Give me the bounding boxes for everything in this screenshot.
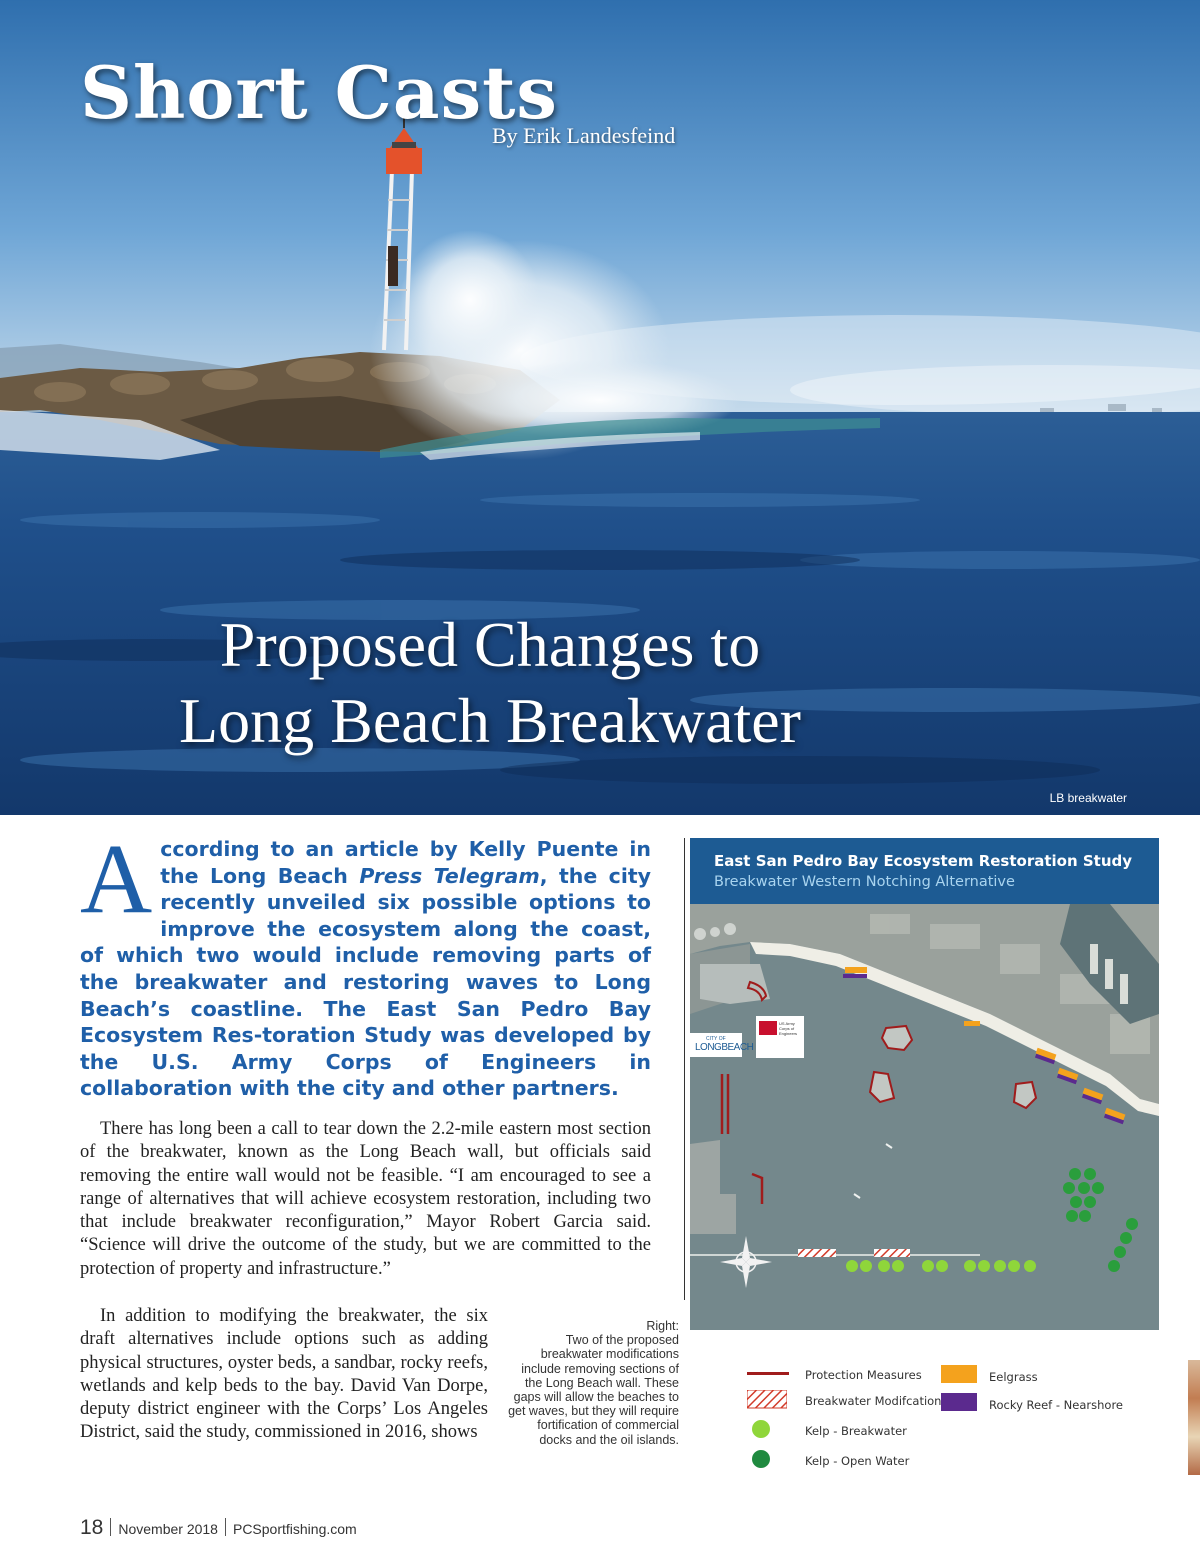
photo-credit: LB breakwater [1049, 791, 1127, 805]
body-paragraph-1: There has long been a call to tear down the 2.2-mile eastern most section of the breakwater, known as the Long Beach wall, but officials said removing the entire wall would not be feasible. “I am encouraged to see a range of alternatives that will achieve ecosystem restoration, including two that include breakwater reconfiguration,” Mayor Robert Garcia said. “Science will drive the outcome of the study, but we are committed to the protection of property and infrastructure.” [80, 1119, 651, 1279]
map-title: East San Pedro Bay Ecosystem Restoration Study [714, 852, 1133, 870]
lede-text-2: , the city recently unveiled six possible options to improve the ecosystem along the coast, of which two would include removing parts of the breakwater and restoring waves to Long Beach’s coastline. The East San Pedro Bay Ecosystem Res-toration Study was developed by the U.S. Army Corps of Engineers in collaboration with the city and other partners. [80, 863, 652, 1101]
footer-divider [225, 1518, 226, 1536]
map-header [690, 838, 1159, 904]
article-headline [80, 607, 900, 759]
body-paragraph-2: In addition to modifying the breakwater, the six draft alternatives include options such as adding physical structures, oyster beds, a sandbar, rocky reefs, wetlands and kelp beds to the bay. David Van Dorpe, deputy district engineer with the Corps’ Los Angeles District, said the study, commissioned in 2016, shows [80, 1306, 488, 1443]
caption-lead: Right: [646, 1319, 679, 1333]
website: PCSportfishing.com [232, 1521, 357, 1537]
section-title: Short Casts [80, 50, 558, 135]
figure-caption [505, 1319, 679, 1447]
adjacent-page-edge [1188, 1360, 1200, 1475]
footer-divider [110, 1518, 111, 1536]
article-lede [80, 823, 652, 1102]
headline-line-1: Proposed Changes to [219, 609, 761, 680]
map-subtitle: Breakwater Western Notching Alternative [714, 874, 1015, 890]
byline: By Erik Landesfeind [492, 123, 676, 148]
page-number: 18 [80, 1516, 104, 1539]
column-divider [684, 838, 685, 1300]
city-of-long-beach-logo: CITY OF LONGBEACH [690, 1033, 742, 1057]
castle-icon [759, 1021, 777, 1035]
aerial-map [690, 904, 1159, 1330]
publication-name: Press Telegram [359, 863, 540, 888]
headline-line-2: Long Beach Breakwater [179, 685, 801, 756]
page-footer [80, 1516, 357, 1540]
caption-text: Two of the proposed breakwater modifications include removing sections of the Long Beach wall. These gaps will allow the beaches to get waves, but they will require fortification of commercial docks and the oil islands. [508, 1333, 679, 1447]
drop-cap: A [80, 823, 153, 934]
map-legend: Protection Measures Breakwater Modifcation Kelp - Breakwater Kelp - Open Water Eelgrass Rocky Reef - Nearshore [735, 1360, 1135, 1510]
restoration-map [690, 838, 1159, 1330]
lede-text-1: ccording to an article by Kelly Puente in the Long Beach [160, 837, 651, 888]
army-corps-logo: US Army Corps of Engineers [756, 1016, 804, 1058]
issue-date: November 2018 [118, 1521, 218, 1537]
